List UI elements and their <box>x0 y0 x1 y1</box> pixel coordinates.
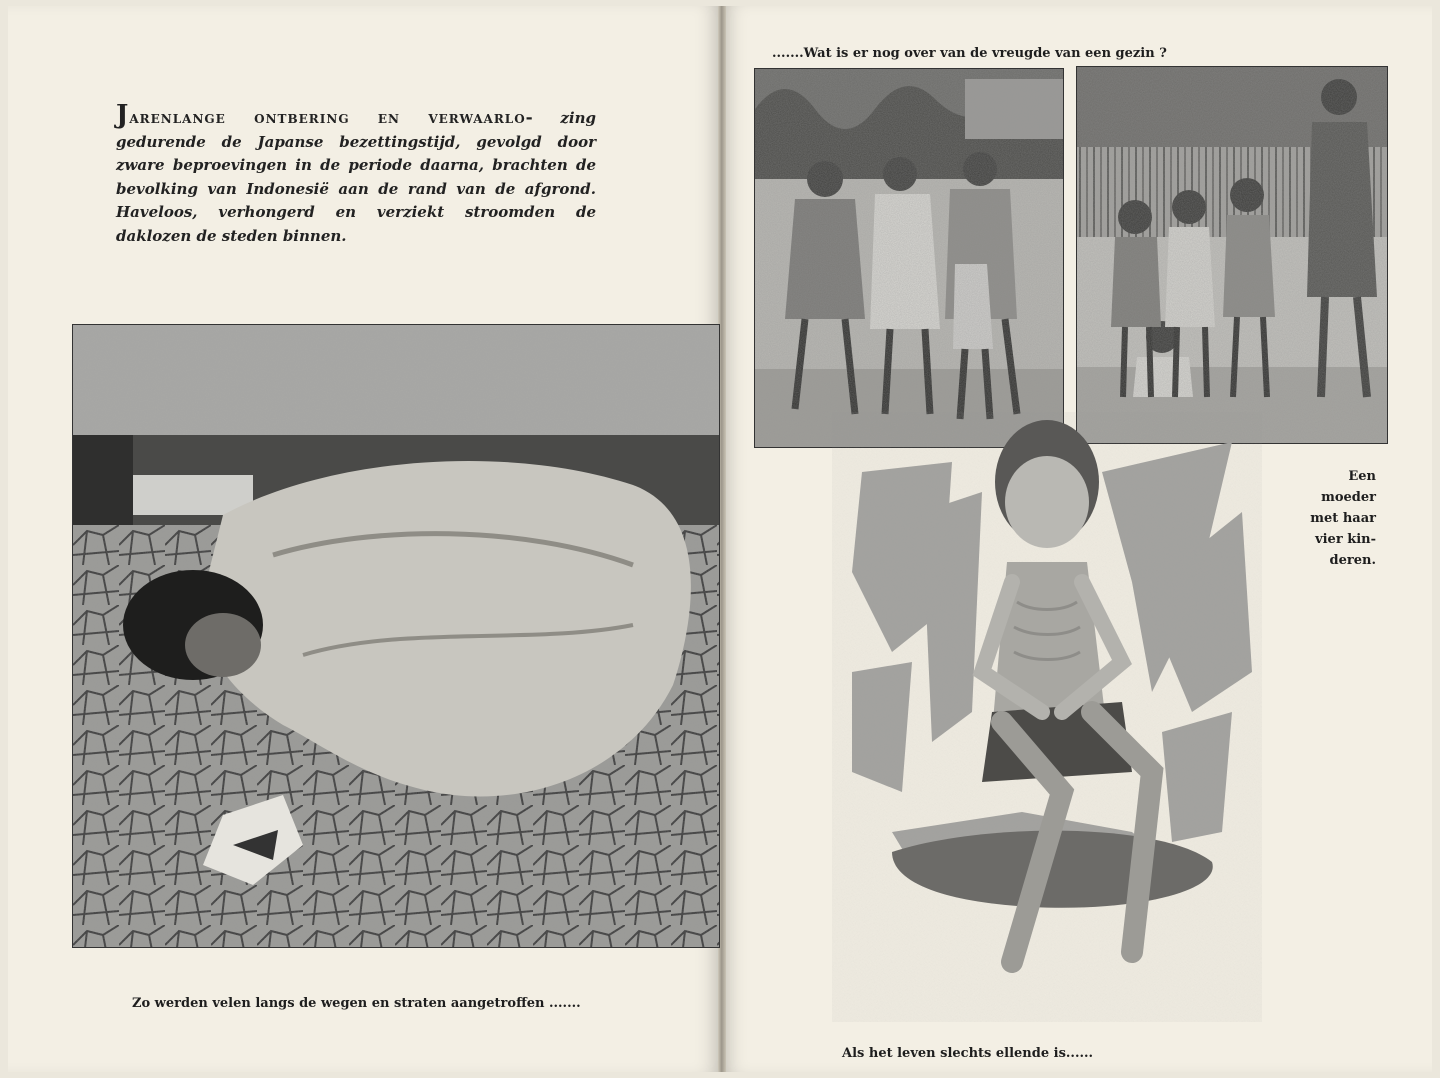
photo-emaciated-boy <box>832 412 1262 1022</box>
intro-dropcap: J <box>116 100 130 130</box>
photo-family-group <box>754 68 1064 448</box>
intro-paragraph <box>116 100 596 248</box>
caption-streets: Zo werden velen langs de wegen en straten aangetroffen ....... <box>132 996 581 1011</box>
photo-mother-children <box>1076 66 1388 444</box>
intro-caps <box>116 100 534 130</box>
caption-line: deren. <box>1329 553 1376 568</box>
intro-text: zing gedurende de Japanse bezettingstijd, gevolgd door zware beproevingen in de periode daarna, brachten de bevolking van Indonesië aan de rand van de afgrond. Haveloos, verhongerd en verziekt stroomden de daklozen de steden binnen. <box>116 109 596 245</box>
caption-mother-children <box>1296 466 1376 571</box>
caption-family-joy: .......Wat is er nog over van de vreugde van een gezin ? <box>772 46 1167 61</box>
caption-misery: Als het leven slechts ellende is...... <box>842 1046 1094 1061</box>
photo-sleeping-person <box>72 324 720 948</box>
caption-line: vier kin- <box>1315 532 1376 547</box>
intro-caps-text: arenlange ontbering en verwaarlo- <box>129 108 534 128</box>
caption-line: met haar <box>1310 511 1376 526</box>
caption-line: Een moeder <box>1321 469 1376 505</box>
